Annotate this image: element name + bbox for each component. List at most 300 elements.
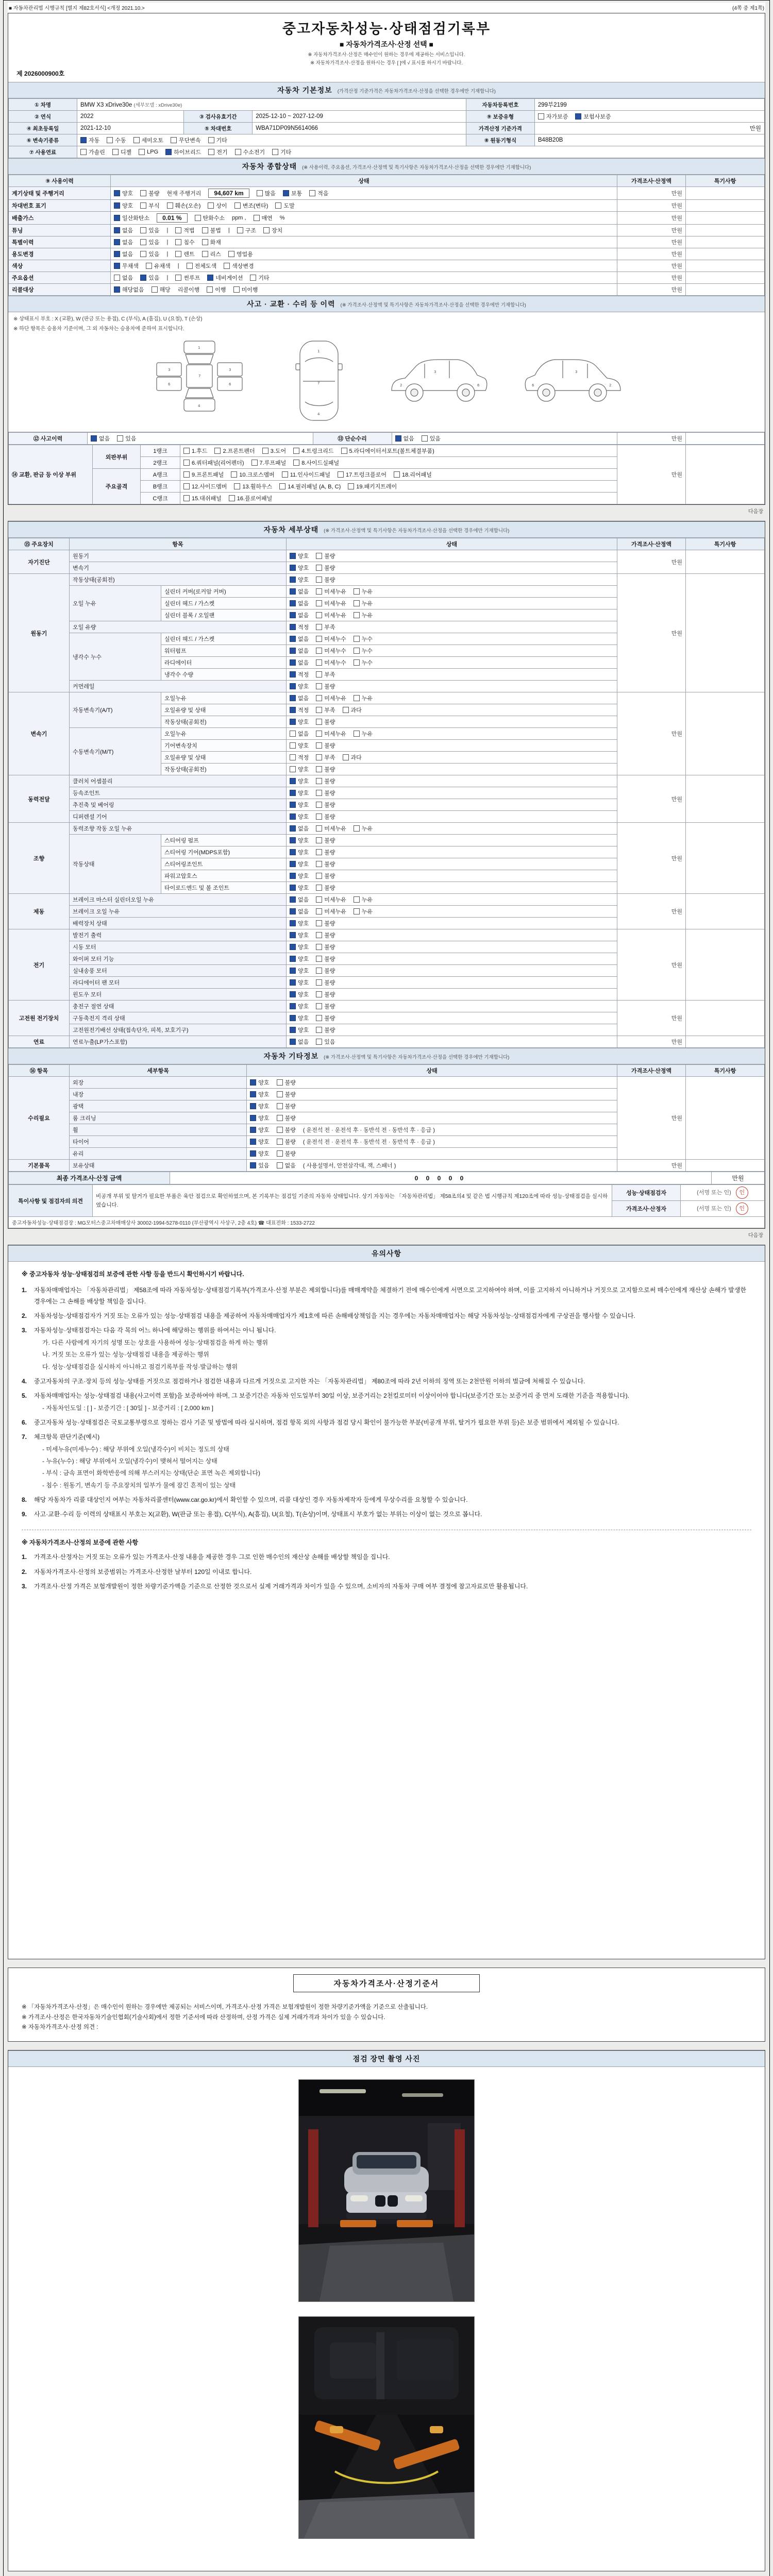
checkbox-option[interactable] [316, 967, 335, 975]
checkbox-option[interactable] [316, 658, 346, 667]
checkbox-option[interactable] [114, 214, 149, 222]
checkbox-option[interactable] [316, 564, 335, 572]
checkbox-option[interactable] [250, 1090, 269, 1098]
checkbox[interactable] [175, 251, 181, 257]
checkbox-option[interactable] [290, 812, 309, 821]
checkbox-option[interactable] [354, 611, 373, 619]
checkbox-option[interactable] [183, 459, 244, 467]
checkbox[interactable] [235, 149, 241, 155]
checkbox[interactable] [316, 719, 322, 725]
checkbox-option[interactable] [208, 148, 227, 156]
checkbox[interactable] [202, 251, 208, 257]
checkbox-option[interactable] [277, 1078, 296, 1087]
checkbox[interactable] [277, 1091, 283, 1097]
checkbox[interactable] [316, 754, 322, 760]
checkbox[interactable] [316, 944, 322, 950]
checkbox[interactable] [250, 1150, 256, 1157]
checkbox-option[interactable] [290, 955, 309, 963]
checkbox-option[interactable] [316, 943, 335, 951]
checkbox[interactable] [107, 137, 113, 143]
checkbox-option[interactable] [208, 201, 227, 210]
checkbox-option[interactable] [354, 895, 373, 904]
checkbox-option[interactable] [290, 860, 309, 868]
checkbox[interactable] [422, 435, 428, 442]
checkbox[interactable] [316, 790, 322, 796]
checkbox[interactable] [316, 659, 322, 666]
checkbox-option[interactable] [277, 1090, 296, 1098]
checkbox-option[interactable] [140, 226, 159, 234]
checkbox[interactable] [208, 137, 214, 143]
checkbox[interactable] [250, 1103, 256, 1109]
checkbox[interactable] [167, 202, 173, 209]
checkbox[interactable] [290, 565, 296, 571]
checkbox-option[interactable] [348, 482, 397, 490]
checkbox-option[interactable] [195, 214, 225, 222]
checkbox[interactable] [290, 944, 296, 950]
checkbox[interactable] [283, 190, 289, 196]
checkbox[interactable] [290, 754, 296, 760]
checkbox-option[interactable] [290, 611, 309, 619]
checkbox[interactable] [195, 215, 201, 221]
checkbox[interactable] [290, 624, 296, 630]
checkbox[interactable] [165, 149, 172, 155]
checkbox[interactable] [277, 1139, 283, 1145]
checkbox-option[interactable] [234, 201, 268, 210]
checkbox[interactable] [316, 695, 322, 701]
checkbox[interactable] [290, 1015, 296, 1021]
checkbox[interactable] [187, 263, 193, 269]
checkbox[interactable] [290, 908, 296, 914]
checkbox-option[interactable] [290, 895, 309, 904]
checkbox[interactable] [316, 991, 322, 997]
checkbox[interactable] [117, 435, 123, 442]
checkbox[interactable] [140, 275, 146, 281]
checkbox[interactable] [234, 202, 241, 209]
checkbox-option[interactable] [290, 706, 309, 714]
checkbox[interactable] [250, 1079, 256, 1086]
checkbox[interactable] [316, 1039, 322, 1045]
checkbox-option[interactable] [277, 1138, 296, 1146]
checkbox-option[interactable] [354, 694, 373, 702]
checkbox[interactable] [277, 1115, 283, 1121]
checkbox-option[interactable] [237, 226, 256, 234]
checkbox-option[interactable] [290, 990, 309, 998]
checkbox[interactable] [250, 1127, 256, 1133]
checkbox[interactable] [290, 648, 296, 654]
checkbox[interactable] [341, 448, 347, 454]
checkbox-option[interactable] [316, 1014, 335, 1022]
checkbox-option[interactable] [316, 753, 335, 761]
checkbox[interactable] [316, 612, 322, 618]
checkbox-option[interactable] [316, 919, 335, 927]
checkbox-option[interactable] [290, 765, 309, 773]
checkbox[interactable] [290, 991, 296, 997]
checkbox[interactable] [237, 227, 243, 233]
checkbox[interactable] [282, 471, 288, 478]
checkbox[interactable] [175, 275, 181, 281]
checkbox-option[interactable] [316, 1026, 335, 1034]
checkbox-option[interactable] [290, 599, 309, 607]
checkbox[interactable] [275, 202, 281, 209]
checkbox[interactable] [290, 790, 296, 796]
checkbox[interactable] [316, 956, 322, 962]
checkbox-option[interactable] [316, 812, 335, 821]
checkbox[interactable] [146, 263, 152, 269]
checkbox-option[interactable] [394, 470, 432, 479]
checkbox-option[interactable] [290, 694, 309, 702]
checkbox[interactable] [538, 113, 544, 120]
checkbox[interactable] [228, 251, 234, 257]
checkbox[interactable] [207, 275, 213, 281]
checkbox-option[interactable] [229, 494, 272, 502]
checkbox[interactable] [293, 460, 299, 466]
checkbox[interactable] [250, 275, 256, 281]
checkbox-option[interactable] [207, 285, 226, 294]
checkbox[interactable] [175, 227, 181, 233]
checkbox[interactable] [316, 671, 322, 677]
checkbox-option[interactable] [316, 955, 335, 963]
checkbox[interactable] [290, 932, 296, 938]
checkbox-option[interactable] [114, 250, 133, 258]
checkbox[interactable] [316, 648, 322, 654]
checkbox-option[interactable] [316, 575, 335, 584]
checkbox-option[interactable] [167, 201, 201, 210]
checkbox[interactable] [290, 695, 296, 701]
checkbox-option[interactable] [316, 552, 335, 560]
checkbox[interactable] [338, 471, 344, 478]
checkbox[interactable] [183, 495, 190, 501]
checkbox-option[interactable] [171, 136, 201, 144]
checkbox-option[interactable] [290, 836, 309, 844]
checkbox-option[interactable] [250, 1161, 269, 1170]
checkbox-option[interactable] [290, 884, 309, 892]
checkbox[interactable] [354, 908, 360, 914]
checkbox-option[interactable] [354, 635, 373, 643]
checkbox-option[interactable] [316, 848, 335, 856]
checkbox[interactable] [316, 553, 322, 559]
checkbox-option[interactable] [114, 226, 133, 234]
checkbox-option[interactable] [277, 1114, 296, 1122]
checkbox-option[interactable] [277, 1126, 296, 1134]
checkbox[interactable] [316, 600, 322, 606]
checkbox[interactable] [183, 460, 190, 466]
checkbox[interactable] [290, 802, 296, 808]
checkbox-option[interactable] [114, 262, 139, 270]
checkbox-option[interactable] [290, 824, 309, 833]
checkbox[interactable] [114, 251, 120, 257]
checkbox-option[interactable] [114, 238, 133, 246]
checkbox[interactable] [354, 825, 360, 832]
checkbox-option[interactable] [290, 647, 309, 655]
checkbox[interactable] [140, 190, 146, 196]
checkbox[interactable] [254, 215, 260, 221]
checkbox[interactable] [316, 731, 322, 737]
checkbox[interactable] [316, 1015, 322, 1021]
checkbox[interactable] [316, 896, 322, 903]
checkbox-option[interactable] [538, 112, 568, 121]
checkbox[interactable] [290, 814, 296, 820]
checkbox[interactable] [316, 849, 322, 855]
checkbox-option[interactable] [231, 470, 274, 479]
checkbox-option[interactable] [80, 148, 105, 156]
checkbox[interactable] [202, 227, 208, 233]
checkbox-option[interactable] [354, 647, 373, 655]
checkbox-option[interactable] [254, 214, 273, 222]
checkbox-option[interactable] [316, 978, 335, 987]
checkbox-option[interactable] [228, 250, 253, 258]
checkbox[interactable] [316, 873, 322, 879]
checkbox-option[interactable] [316, 1002, 335, 1010]
checkbox-option[interactable] [140, 189, 159, 197]
checkbox-option[interactable] [139, 149, 158, 155]
checkbox-option[interactable] [146, 262, 171, 270]
checkbox[interactable] [257, 190, 263, 196]
checkbox[interactable] [316, 624, 322, 630]
checkbox-option[interactable] [235, 148, 265, 156]
checkbox-option[interactable] [80, 136, 99, 144]
checkbox[interactable] [290, 577, 296, 583]
checkbox[interactable] [279, 483, 285, 489]
checkbox-option[interactable] [224, 262, 254, 270]
checkbox[interactable] [316, 825, 322, 832]
checkbox[interactable] [343, 754, 349, 760]
checkbox[interactable] [202, 239, 208, 245]
checkbox-option[interactable] [183, 447, 207, 455]
checkbox-option[interactable] [290, 907, 309, 916]
checkbox[interactable] [140, 239, 146, 245]
checkbox-option[interactable] [316, 647, 346, 655]
checkbox[interactable] [250, 1139, 256, 1145]
checkbox[interactable] [290, 612, 296, 618]
checkbox-option[interactable] [277, 1161, 296, 1170]
checkbox[interactable] [139, 149, 145, 155]
checkbox-option[interactable] [279, 482, 341, 490]
checkbox-option[interactable] [316, 706, 335, 714]
checkbox-option[interactable] [272, 148, 291, 156]
checkbox[interactable] [316, 707, 322, 713]
checkbox-option[interactable] [290, 1026, 309, 1034]
checkbox-option[interactable] [316, 694, 346, 702]
checkbox-option[interactable] [316, 599, 346, 607]
checkbox[interactable] [114, 286, 120, 293]
checkbox[interactable] [140, 202, 146, 209]
checkbox-option[interactable] [207, 274, 243, 282]
checkbox-option[interactable] [175, 250, 194, 258]
checkbox[interactable] [354, 695, 360, 701]
checkbox-option[interactable] [114, 201, 133, 210]
checkbox-option[interactable] [354, 658, 373, 667]
checkbox[interactable] [290, 766, 296, 772]
checkbox[interactable] [233, 286, 240, 293]
checkbox-option[interactable] [202, 250, 221, 258]
checkbox[interactable] [80, 137, 87, 143]
checkbox[interactable] [290, 896, 296, 903]
checkbox-option[interactable] [290, 801, 309, 809]
checkbox[interactable] [316, 636, 322, 642]
checkbox[interactable] [354, 636, 360, 642]
checkbox[interactable] [354, 612, 360, 618]
checkbox[interactable] [290, 885, 296, 891]
checkbox[interactable] [316, 932, 322, 938]
checkbox-option[interactable] [250, 1114, 269, 1122]
checkbox[interactable] [290, 920, 296, 926]
checkbox-option[interactable] [140, 274, 159, 282]
checkbox[interactable] [290, 778, 296, 784]
checkbox-option[interactable] [290, 789, 309, 797]
checkbox[interactable] [290, 588, 296, 595]
checkbox-option[interactable] [140, 201, 159, 210]
checkbox[interactable] [354, 659, 360, 666]
checkbox-option[interactable] [250, 1138, 269, 1146]
checkbox-option[interactable] [341, 447, 434, 455]
checkbox[interactable] [316, 1027, 322, 1033]
checkbox-option[interactable] [202, 238, 221, 246]
checkbox-option[interactable] [114, 285, 144, 294]
checkbox-option[interactable] [117, 434, 136, 443]
checkbox-option[interactable] [422, 434, 441, 443]
checkbox[interactable] [290, 956, 296, 962]
checkbox[interactable] [262, 448, 268, 454]
checkbox-option[interactable] [575, 112, 611, 121]
checkbox-option[interactable] [140, 250, 159, 258]
checkbox[interactable] [316, 861, 322, 867]
checkbox[interactable] [114, 275, 120, 281]
checkbox-option[interactable] [290, 931, 309, 939]
checkbox[interactable] [114, 227, 120, 233]
checkbox-option[interactable] [354, 824, 373, 833]
checkbox-option[interactable] [183, 470, 224, 479]
checkbox-option[interactable] [316, 801, 335, 809]
checkbox[interactable] [114, 263, 120, 269]
checkbox[interactable] [316, 802, 322, 808]
checkbox-option[interactable] [293, 459, 339, 467]
checkbox[interactable] [290, 825, 296, 832]
checkbox-option[interactable] [316, 789, 335, 797]
checkbox[interactable] [316, 920, 322, 926]
checkbox[interactable] [290, 1039, 296, 1045]
checkbox-option[interactable] [316, 741, 335, 750]
checkbox[interactable] [152, 286, 158, 293]
checkbox[interactable] [290, 636, 296, 642]
checkbox[interactable] [290, 553, 296, 559]
checkbox[interactable] [183, 483, 190, 489]
checkbox[interactable] [114, 215, 120, 221]
checkbox[interactable] [250, 1091, 256, 1097]
checkbox-option[interactable] [316, 836, 335, 844]
checkbox[interactable] [114, 239, 120, 245]
checkbox[interactable] [316, 885, 322, 891]
checkbox-option[interactable] [343, 753, 362, 761]
checkbox-option[interactable] [290, 658, 309, 667]
checkbox-option[interactable] [263, 226, 282, 234]
checkbox-option[interactable] [290, 753, 309, 761]
checkbox[interactable] [214, 448, 221, 454]
checkbox-option[interactable] [290, 718, 309, 726]
checkbox[interactable] [316, 979, 322, 986]
checkbox-option[interactable] [251, 459, 287, 467]
checkbox[interactable] [251, 460, 258, 466]
checkbox-option[interactable] [234, 482, 272, 490]
checkbox-option[interactable] [133, 136, 164, 144]
checkbox-option[interactable] [309, 189, 328, 197]
checkbox[interactable] [224, 263, 230, 269]
checkbox-option[interactable] [107, 136, 126, 144]
checkbox-option[interactable] [290, 587, 309, 596]
checkbox-option[interactable] [214, 447, 255, 455]
checkbox-option[interactable] [257, 189, 276, 197]
checkbox-option[interactable] [316, 824, 346, 833]
checkbox-option[interactable] [262, 447, 286, 455]
checkbox-option[interactable] [290, 623, 309, 631]
checkbox[interactable] [316, 908, 322, 914]
checkbox[interactable] [290, 671, 296, 677]
checkbox[interactable] [140, 251, 146, 257]
checkbox[interactable] [290, 873, 296, 879]
checkbox-option[interactable] [290, 872, 309, 880]
checkbox[interactable] [140, 227, 146, 233]
checkbox[interactable] [114, 202, 120, 209]
checkbox-option[interactable] [250, 1126, 269, 1134]
checkbox-option[interactable] [316, 670, 335, 679]
checkbox-option[interactable] [290, 670, 309, 679]
checkbox[interactable] [290, 979, 296, 986]
checkbox-option[interactable] [316, 623, 335, 631]
checkbox[interactable] [316, 577, 322, 583]
checkbox-option[interactable] [202, 226, 221, 234]
checkbox[interactable] [316, 683, 322, 689]
checkbox-option[interactable] [316, 860, 335, 868]
checkbox-option[interactable] [316, 931, 335, 939]
checkbox[interactable] [354, 588, 360, 595]
checkbox[interactable] [316, 565, 322, 571]
checkbox-option[interactable] [316, 635, 346, 643]
checkbox-option[interactable] [233, 285, 258, 294]
checkbox-option[interactable] [290, 848, 309, 856]
checkbox-option[interactable] [114, 189, 133, 197]
checkbox-option[interactable] [290, 919, 309, 927]
checkbox-option[interactable] [290, 978, 309, 987]
checkbox[interactable] [290, 837, 296, 843]
checkbox[interactable] [316, 778, 322, 784]
checkbox[interactable] [290, 719, 296, 725]
checkbox[interactable] [183, 471, 190, 478]
checkbox-option[interactable] [250, 1149, 269, 1158]
checkbox-option[interactable] [290, 943, 309, 951]
checkbox[interactable] [171, 137, 177, 143]
checkbox[interactable] [309, 190, 315, 196]
checkbox[interactable] [263, 227, 270, 233]
checkbox[interactable] [277, 1103, 283, 1109]
checkbox-option[interactable] [290, 575, 309, 584]
checkbox[interactable] [316, 766, 322, 772]
checkbox-option[interactable] [316, 907, 346, 916]
checkbox-option[interactable] [250, 1102, 269, 1110]
checkbox[interactable] [234, 483, 240, 489]
checkbox-option[interactable] [175, 238, 194, 246]
checkbox[interactable] [316, 814, 322, 820]
checkbox-option[interactable] [208, 136, 227, 144]
checkbox-option[interactable] [277, 1102, 296, 1110]
checkbox[interactable] [290, 731, 296, 737]
checkbox[interactable] [91, 435, 97, 442]
checkbox-option[interactable] [290, 730, 309, 738]
checkbox-option[interactable] [175, 226, 194, 234]
checkbox-option[interactable] [354, 599, 373, 607]
checkbox-option[interactable] [114, 274, 133, 282]
checkbox-option[interactable] [187, 262, 217, 270]
checkbox-option[interactable] [290, 777, 309, 785]
checkbox[interactable] [80, 149, 87, 155]
